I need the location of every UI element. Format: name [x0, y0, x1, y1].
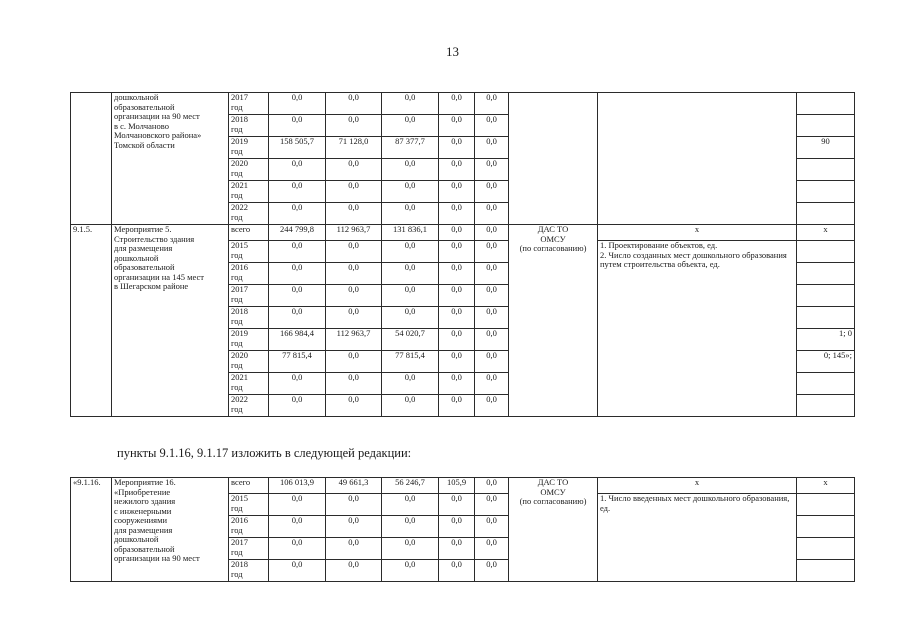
value-cell: 0,0: [439, 159, 475, 181]
indicator-placeholder-cell: х: [598, 225, 797, 241]
value-cell: 0,0: [269, 516, 326, 538]
value-cell: 0,0: [326, 373, 382, 395]
year-value: 2018: [231, 306, 248, 316]
year-suffix: год: [231, 381, 243, 392]
value-cell: 0,0: [326, 516, 382, 538]
value-cell: 71 128,0: [326, 137, 382, 159]
year-value: 2018: [231, 114, 248, 124]
value-cell: 0,0: [382, 516, 439, 538]
value-cell: 0,0: [382, 115, 439, 137]
executor-cell: [509, 478, 598, 582]
indicator-cell: 1. Число введенных мест дошкольного образования, ед.: [598, 494, 797, 582]
activity-name-line: Молчановского района»: [114, 130, 202, 140]
value-cell: 0,0: [382, 181, 439, 203]
total-label-cell: всего: [229, 478, 269, 494]
activity-name-line: дошкольной: [114, 92, 159, 102]
executor-line: (по согласованию): [519, 496, 587, 506]
year-cell: [229, 203, 269, 225]
value-cell: 112 963,7: [326, 225, 382, 241]
indicator-value-cell: [797, 285, 855, 307]
value-cell: 0,0: [326, 285, 382, 307]
value-cell: 0,0: [475, 263, 509, 285]
value-cell: 0,0: [326, 538, 382, 560]
value-cell: 0,0: [475, 137, 509, 159]
value-cell: 131 836,1: [382, 225, 439, 241]
indicator-value-cell: [797, 93, 855, 115]
program-table-continuation: [70, 92, 855, 417]
activity-name-line: Томской области: [114, 139, 175, 150]
value-cell: 0,0: [269, 181, 326, 203]
year-value: 2021: [231, 372, 248, 382]
value-cell: 0,0: [475, 494, 509, 516]
year-suffix: год: [231, 524, 243, 535]
value-cell: 0,0: [382, 241, 439, 263]
activity-name-line: Мероприятие 5.: [114, 224, 172, 234]
year-cell: [229, 395, 269, 417]
value-cell: 0,0: [382, 93, 439, 115]
value-cell: 0,0: [326, 351, 382, 373]
executor-line: (по согласованию): [519, 243, 587, 253]
value-cell: 0,0: [475, 560, 509, 582]
value-cell: 0,0: [439, 494, 475, 516]
value-cell: 0,0: [439, 93, 475, 115]
value-cell: 0,0: [439, 538, 475, 560]
value-cell: 0,0: [326, 181, 382, 203]
value-cell: 0,0: [382, 263, 439, 285]
year-value: 2020: [231, 350, 248, 360]
value-cell: 0,0: [439, 395, 475, 417]
year-value: 2022: [231, 394, 248, 404]
value-cell: 77 815,4: [269, 351, 326, 373]
executor-cell: [509, 93, 598, 225]
year-suffix: год: [231, 568, 243, 579]
value-cell: 0,0: [326, 241, 382, 263]
year-cell: [229, 560, 269, 582]
value-cell: 0,0: [269, 538, 326, 560]
value-cell: 0,0: [475, 478, 509, 494]
year-value: 2015: [231, 240, 248, 250]
value-cell: 0,0: [439, 225, 475, 241]
activity-name-line: сооружениями: [114, 515, 168, 525]
indicator-cell: [598, 93, 797, 225]
year-value: 2019: [231, 328, 248, 338]
value-cell: 0,0: [326, 494, 382, 516]
indicator-value-cell: [797, 516, 855, 538]
value-cell: 0,0: [269, 159, 326, 181]
activity-name-line: организации на 90 мест: [114, 111, 200, 121]
activity-name-line: образовательной: [114, 262, 175, 272]
value-cell: 0,0: [269, 285, 326, 307]
value-cell: 0,0: [439, 137, 475, 159]
value-cell: 0,0: [382, 285, 439, 307]
code-cell: 9.1.5.: [71, 225, 112, 417]
year-value: 2016: [231, 515, 248, 525]
value-cell: 0,0: [475, 241, 509, 263]
indicator-value-cell: 1; 0: [797, 329, 855, 351]
year-value: 2018: [231, 559, 248, 569]
value-cell: 0,0: [326, 159, 382, 181]
value-cell: 56 246,7: [382, 478, 439, 494]
page-number: 13: [446, 44, 459, 59]
indicator-value-cell: [797, 494, 855, 516]
year-value: 2021: [231, 180, 248, 190]
year-suffix: год: [231, 189, 243, 200]
indicator-value-cell: [797, 181, 855, 203]
year-suffix: год: [231, 359, 243, 370]
indicator-value-cell: [797, 307, 855, 329]
activity-name-line: организации на 145 мест: [114, 271, 204, 282]
indicator-value-cell: [797, 538, 855, 560]
value-cell: 0,0: [439, 115, 475, 137]
activity-name-cell: [112, 93, 229, 225]
activity-name-line: образовательной: [114, 543, 175, 554]
value-cell: 166 984,4: [269, 329, 326, 351]
value-cell: 77 815,4: [382, 351, 439, 373]
year-cell: [229, 115, 269, 137]
value-cell: 0,0: [475, 307, 509, 329]
value-cell: 0,0: [475, 93, 509, 115]
value-cell: 0,0: [475, 373, 509, 395]
value-cell: 0,0: [439, 351, 475, 373]
year-suffix: год: [231, 145, 243, 156]
indicator-value-cell: 90: [797, 137, 855, 159]
year-cell: [229, 241, 269, 263]
value-cell: 0,0: [382, 159, 439, 181]
activity-name-line: образовательной: [114, 101, 175, 112]
value-cell: 0,0: [326, 263, 382, 285]
year-value: 2017: [231, 92, 248, 102]
value-cell: 0,0: [475, 329, 509, 351]
year-cell: [229, 373, 269, 395]
value-cell: 105,9: [439, 478, 475, 494]
year-value: 2017: [231, 284, 248, 294]
value-cell: 0,0: [326, 560, 382, 582]
value-cell: 0,0: [269, 560, 326, 582]
year-value: 2015: [231, 493, 248, 503]
value-cell: 0,0: [439, 203, 475, 225]
activity-name-line: в Шегарском районе: [114, 281, 189, 291]
year-cell: [229, 181, 269, 203]
value-cell: 0,0: [269, 395, 326, 417]
year-suffix: год: [231, 211, 243, 222]
value-cell: 0,0: [382, 560, 439, 582]
value-cell: 0,0: [269, 307, 326, 329]
indicator-placeholder-cell: х: [598, 478, 797, 494]
value-cell: 112 963,7: [326, 329, 382, 351]
year-cell: [229, 137, 269, 159]
year-suffix: год: [231, 123, 243, 134]
year-cell: [229, 159, 269, 181]
indicator-value-placeholder-cell: х: [797, 225, 855, 241]
value-cell: 0,0: [269, 373, 326, 395]
year-value: 2022: [231, 202, 248, 212]
program-table-item-9-1-16: [70, 477, 855, 582]
value-cell: 0,0: [382, 395, 439, 417]
activity-name-cell: [112, 225, 229, 417]
value-cell: 0,0: [439, 373, 475, 395]
year-cell: [229, 494, 269, 516]
value-cell: 0,0: [326, 203, 382, 225]
activity-name-line: для размещения: [114, 243, 173, 253]
value-cell: 0,0: [269, 241, 326, 263]
table-row: [71, 225, 855, 241]
value-cell: 54 020,7: [382, 329, 439, 351]
value-cell: 0,0: [475, 538, 509, 560]
executor-line: ДАС ТО: [537, 477, 569, 487]
value-cell: 0,0: [475, 159, 509, 181]
year-suffix: год: [231, 249, 243, 260]
indicator-line: 2. Число созданных мест дошкольного образования путем строительства объекта, ед.: [600, 249, 787, 269]
year-cell: [229, 538, 269, 560]
value-cell: 0,0: [475, 516, 509, 538]
indicator-value-cell: 0; 145»;: [797, 351, 855, 373]
value-cell: 0,0: [439, 285, 475, 307]
value-cell: 0,0: [439, 560, 475, 582]
indicator-value-cell: [797, 263, 855, 285]
activity-name-line: в с. Молчаново: [114, 120, 169, 131]
value-cell: 0,0: [475, 181, 509, 203]
value-cell: 0,0: [475, 351, 509, 373]
value-cell: 0,0: [269, 93, 326, 115]
value-cell: 0,0: [439, 516, 475, 538]
year-cell: [229, 263, 269, 285]
activity-name-line: Строительство здания: [114, 233, 195, 244]
indicator-cell: [598, 241, 797, 417]
executor-line: ДАС ТО: [537, 224, 569, 234]
indicator-value-cell: [797, 560, 855, 582]
value-cell: 0,0: [475, 115, 509, 137]
activity-name-line: «Приобретение: [114, 486, 171, 497]
value-cell: 0,0: [439, 241, 475, 263]
value-cell: 0,0: [326, 395, 382, 417]
executor-line: ОМСУ: [540, 486, 566, 497]
value-cell: 0,0: [475, 395, 509, 417]
activity-name-line: нежилого здания: [114, 496, 176, 506]
year-suffix: год: [231, 101, 243, 112]
value-cell: 0,0: [269, 203, 326, 225]
table-row: [71, 93, 855, 115]
value-cell: 0,0: [439, 263, 475, 285]
code-cell: [71, 93, 112, 225]
amendment-intro-text: пункты 9.1.16, 9.1.17 изложить в следующей редакции:: [117, 446, 412, 460]
value-cell: 0,0: [382, 494, 439, 516]
year-suffix: год: [231, 403, 243, 414]
value-cell: 0,0: [382, 373, 439, 395]
indicator-value-cell: [797, 241, 855, 263]
year-value: 2017: [231, 537, 248, 547]
year-cell: [229, 285, 269, 307]
value-cell: 0,0: [326, 307, 382, 329]
value-cell: 158 505,7: [269, 137, 326, 159]
table-row: [71, 478, 855, 494]
year-suffix: год: [231, 271, 243, 282]
executor-line: ОМСУ: [540, 233, 566, 244]
year-cell: [229, 351, 269, 373]
value-cell: 0,0: [475, 225, 509, 241]
value-cell: 0,0: [269, 115, 326, 137]
value-cell: 0,0: [269, 263, 326, 285]
indicator-value-cell: [797, 203, 855, 225]
executor-cell: [509, 225, 598, 417]
activity-name-line: организации на 90 мест: [114, 553, 200, 563]
indicator-value-cell: [797, 159, 855, 181]
year-cell: [229, 516, 269, 538]
value-cell: 0,0: [475, 203, 509, 225]
value-cell: 49 661,3: [326, 478, 382, 494]
activity-name-line: для размещения: [114, 524, 173, 535]
value-cell: 0,0: [382, 203, 439, 225]
indicator-value-cell: [797, 395, 855, 417]
year-suffix: год: [231, 167, 243, 178]
value-cell: 0,0: [326, 115, 382, 137]
value-cell: 0,0: [439, 307, 475, 329]
year-suffix: год: [231, 337, 243, 348]
value-cell: 0,0: [382, 307, 439, 329]
indicator-line: 1. Проектирование объектов, ед.: [600, 240, 718, 250]
year-cell: [229, 307, 269, 329]
value-cell: 87 377,7: [382, 137, 439, 159]
year-suffix: год: [231, 546, 243, 557]
indicator-value-placeholder-cell: х: [797, 478, 855, 494]
value-cell: 106 013,9: [269, 478, 326, 494]
year-value: 2019: [231, 136, 248, 146]
value-cell: 0,0: [439, 181, 475, 203]
year-cell: [229, 93, 269, 115]
year-suffix: год: [231, 502, 243, 513]
total-label-cell: всего: [229, 225, 269, 241]
activity-name-line: с инженерными: [114, 505, 172, 516]
value-cell: 0,0: [326, 93, 382, 115]
code-cell: «9.1.16.: [71, 478, 112, 582]
activity-name-line: дошкольной: [114, 534, 159, 544]
year-value: 2020: [231, 158, 248, 168]
year-cell: [229, 329, 269, 351]
value-cell: 244 799,8: [269, 225, 326, 241]
value-cell: 0,0: [475, 285, 509, 307]
value-cell: 0,0: [269, 494, 326, 516]
value-cell: 0,0: [382, 538, 439, 560]
activity-name-cell: [112, 478, 229, 582]
indicator-value-cell: [797, 373, 855, 395]
year-suffix: год: [231, 315, 243, 326]
year-value: 2016: [231, 262, 248, 272]
activity-name-line: Мероприятие 16.: [114, 477, 176, 487]
value-cell: 0,0: [439, 329, 475, 351]
activity-name-line: дошкольной: [114, 252, 159, 263]
indicator-value-cell: [797, 115, 855, 137]
year-suffix: год: [231, 293, 243, 304]
